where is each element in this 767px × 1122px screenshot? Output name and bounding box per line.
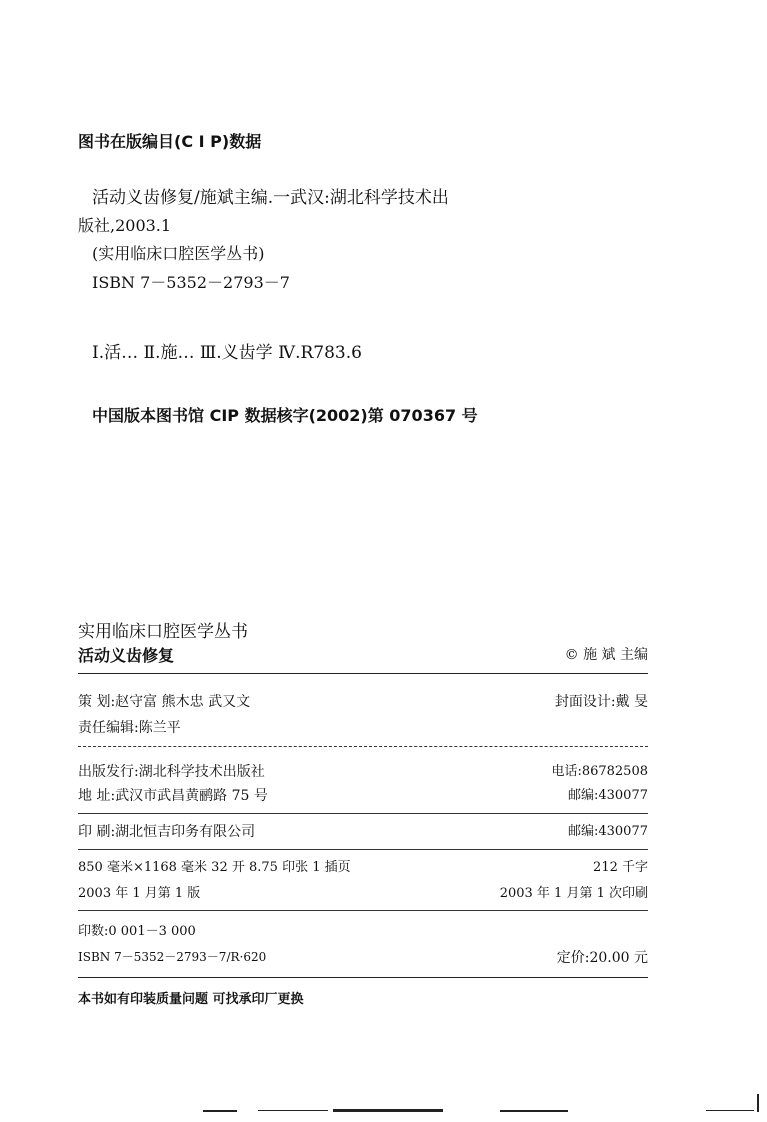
cip-isbn: ISBN 7－5352－2793－7 bbox=[92, 273, 290, 292]
print-run: 印数:0 001－3 000 bbox=[78, 924, 196, 939]
publisher-address: 地 址:武汉市武昌黄鹂路 75 号 bbox=[78, 788, 268, 804]
book-title: 活动义齿修复 bbox=[78, 646, 175, 665]
cip-description-line2: 版社,2003.1 bbox=[78, 216, 172, 235]
printer: 印 刷:湖北恒吉印务有限公司 bbox=[78, 824, 256, 840]
divider-title bbox=[78, 673, 648, 674]
replacement-notice: 本书如有印装质量问题 可找承印厂更换 bbox=[78, 992, 304, 1007]
publisher-phone: 电话:86782508 bbox=[551, 764, 648, 779]
series-title: 实用临床口腔医学丛书 bbox=[78, 622, 248, 642]
divider-publisher bbox=[78, 813, 648, 814]
cip-description-line1: 活动义齿修复/施斌主编.一武汉:湖北科学技术出 bbox=[92, 188, 449, 208]
cip-classification: Ⅰ.活… Ⅱ.施… Ⅲ.义齿学 Ⅳ.R783.6 bbox=[92, 343, 362, 363]
word-count: 212 千字 bbox=[593, 860, 648, 875]
scan-artifact bbox=[258, 1110, 328, 1111]
copyright-editor: © 施 斌 主编 bbox=[564, 647, 648, 663]
editor-in-charge: 责任编辑:陈兰平 bbox=[78, 720, 181, 736]
divider-credits bbox=[78, 746, 648, 747]
publisher: 出版发行:湖北科学技术出版社 bbox=[78, 764, 265, 780]
scan-artifact bbox=[500, 1110, 568, 1112]
book-format: 850 毫米×1168 毫米 32 开 8.75 印张 1 插页 bbox=[78, 860, 351, 875]
isbn-full: ISBN 7－5352－2793－7/R·620 bbox=[78, 950, 267, 964]
printing: 2003 年 1 月第 1 次印刷 bbox=[499, 886, 648, 901]
scan-artifact bbox=[333, 1109, 443, 1112]
printer-postcode: 邮编:430077 bbox=[567, 824, 648, 839]
divider-bottom bbox=[78, 977, 648, 978]
price: 定价:20.00 元 bbox=[556, 950, 648, 966]
cip-core-record: 中国版本图书馆 CIP 数据核字(2002)第 070367 号 bbox=[92, 406, 478, 425]
scan-artifact bbox=[203, 1110, 237, 1112]
cip-heading: 图书在版编目(C I P)数据 bbox=[78, 132, 262, 151]
scan-artifact bbox=[706, 1110, 754, 1111]
publisher-postcode: 邮编:430077 bbox=[567, 788, 648, 803]
divider-printer bbox=[78, 849, 648, 850]
edition: 2003 年 1 月第 1 版 bbox=[78, 886, 201, 901]
scan-artifact bbox=[757, 1094, 759, 1112]
divider-edition bbox=[78, 910, 648, 911]
planning-credit: 策 划:赵守富 熊木忠 武又文 bbox=[78, 694, 251, 710]
cover-design-credit: 封面设计:戴 旻 bbox=[554, 694, 648, 710]
cip-series: (实用临床口腔医学丛书) bbox=[92, 244, 265, 263]
